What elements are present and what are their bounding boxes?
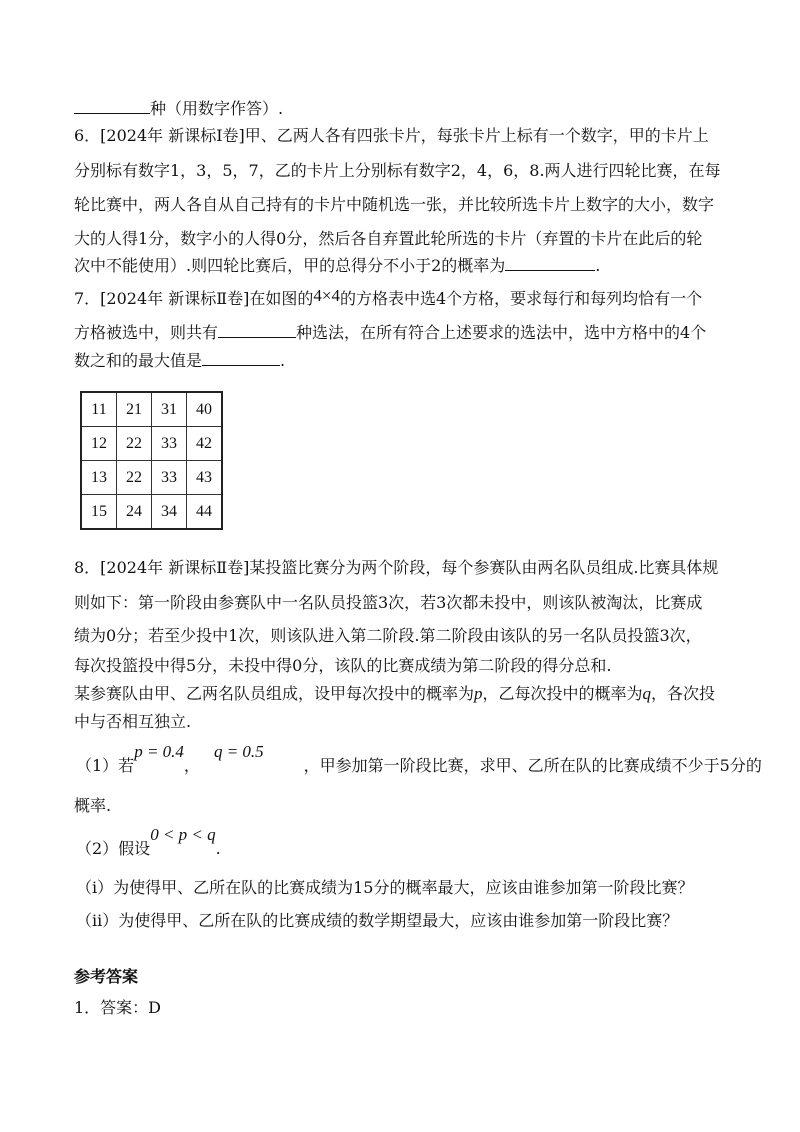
q6-line-5-end: .: [595, 256, 601, 275]
q-value-formula: q = 0.5: [213, 742, 264, 761]
q5-tail-text: 种（用数字作答）.: [150, 99, 284, 118]
grid-cell: 24: [117, 495, 152, 530]
grid-cell: 15: [81, 495, 117, 530]
q8-line-4: 每次投篮投中得5分，未投中得0分，该队的比赛成绩为第二阶段的得分总和.: [74, 656, 612, 675]
q7-line-3-end: .: [280, 351, 286, 370]
grid-row: [81, 427, 222, 461]
q7-line-2-text-b: 种选法，在所有符合上述要求的选法中，选中方格中的4个: [296, 323, 707, 342]
q8-line-5-text-b: ，乙每次投中的概率为: [482, 684, 643, 703]
grid-cell: 21: [117, 392, 152, 427]
q6-line-4: 大的人得1分，数字小的人得0分，然后各自弃置此轮所选的卡片（弃置的卡片在此后的轮: [74, 229, 703, 248]
answer-1: 1．答案：D: [74, 998, 162, 1017]
q6-line-5: [74, 255, 600, 277]
grid-cell: 33: [152, 461, 187, 495]
answer-blank: [218, 322, 296, 338]
grid-cell: 43: [187, 461, 223, 495]
q8-part-2: [76, 825, 221, 860]
grid-cell: 40: [187, 392, 223, 427]
q8-line-5-text-c: ，各次投: [651, 684, 716, 703]
q7-line-3: [74, 350, 285, 372]
part-1-text: ，甲参加第一阶段比赛，求甲、乙所在队的比赛成绩不少于5分的: [303, 756, 762, 775]
q6-line-2: 分别标有数字1，3，5，7，乙的卡片上分别标有数字2，4，6，8.两人进行四轮比赛，在每: [74, 161, 721, 180]
answer-blank: [505, 255, 595, 271]
part-2-label: （2）假设: [76, 839, 151, 858]
grid-cell: 42: [187, 427, 223, 461]
q8-line-6: 中与否相互独立.: [74, 712, 192, 731]
part-1-separator: ，: [183, 756, 200, 775]
q7-line-1-text-b: 的方格表中选4个方格，要求每行和每列均恰有一个: [339, 289, 703, 308]
grid-cell: 12: [81, 427, 117, 461]
answer-blank: [202, 350, 280, 366]
q7-line-3-text: 数之和的最大值是: [74, 351, 203, 370]
grid-cell: 34: [152, 495, 187, 530]
q8-part-2-ii: （ⅱ）为使得甲、乙所在队的比赛成绩的数学期望最大，应该由谁参加第一阶段比赛？: [76, 911, 679, 930]
p-value-formula: p = 0.4: [134, 742, 184, 761]
grid-cell: 22: [117, 427, 152, 461]
grid-row: [81, 461, 222, 495]
number-grid-4x4: [80, 391, 223, 530]
answer-blank: [74, 98, 150, 114]
grid-cell: 33: [152, 427, 187, 461]
q8-line-5-text: 某参赛队由甲、乙两名队员组成，设甲每次投中的概率为: [74, 684, 475, 703]
q6-line-1: 6．[2024年 新课标Ⅰ卷]甲、乙两人各有四张卡片，每张卡片上标有一个数字，甲的卡片上: [74, 126, 709, 145]
part-1-label: （1）若: [76, 756, 135, 775]
grid-size-formula: 4×4: [313, 286, 340, 305]
q8-part-2-i: （ⅰ）为使得甲、乙所在队的比赛成绩为15分的概率最大，应该由谁参加第一阶段比赛？: [76, 878, 694, 897]
q8-line-2: 则如下：第一阶段由参赛队中一名队员投篮3次，若3次都未投中，则该队被淘汰，比赛成: [74, 593, 703, 612]
q6-line-5-text: 次中不能使用）.则四轮比赛后，甲的总得分不小于2的概率为: [74, 256, 506, 275]
variable-p: p: [474, 684, 483, 703]
q7-line-1-text: 7．[2024年 新课标Ⅱ卷]在如图的: [74, 289, 314, 308]
q7-line-2: [74, 322, 706, 344]
q5-answer-line: [74, 98, 283, 120]
q8-line-3: 绩为0分；若至少投中1次，则该队进入第二阶段.第二阶段由该队的另一名队员投篮3次，: [74, 626, 702, 645]
grid-cell: 22: [117, 461, 152, 495]
q7-line-1: [74, 288, 702, 310]
grid-cell: 11: [81, 392, 117, 427]
q8-line-1: 8．[2024年 新课标Ⅱ卷]某投篮比赛分为两个阶段，每个参赛队由两名队员组成.比赛具体规: [74, 558, 719, 577]
q8-line-5: [74, 683, 715, 705]
grid-cell: 44: [187, 495, 223, 530]
inequality-formula: 0 < p < q: [150, 825, 216, 844]
q6-line-3: 轮比赛中，两人各自从自己持有的卡片中随机选一张，并比较所选卡片上数字的大小，数字: [74, 195, 715, 214]
grid-row: [81, 495, 222, 530]
q7-line-2-text: 方格被选中，则共有: [74, 323, 219, 342]
q8-part-1-cont: 概率.: [74, 796, 112, 815]
part-2-end: .: [215, 839, 221, 858]
grid-row: [81, 392, 222, 427]
grid-cell: 13: [81, 461, 117, 495]
variable-q: q: [642, 684, 652, 703]
q8-part-1: [76, 742, 762, 777]
answers-heading: 参考答案: [74, 967, 139, 986]
grid-cell: 31: [152, 392, 187, 427]
